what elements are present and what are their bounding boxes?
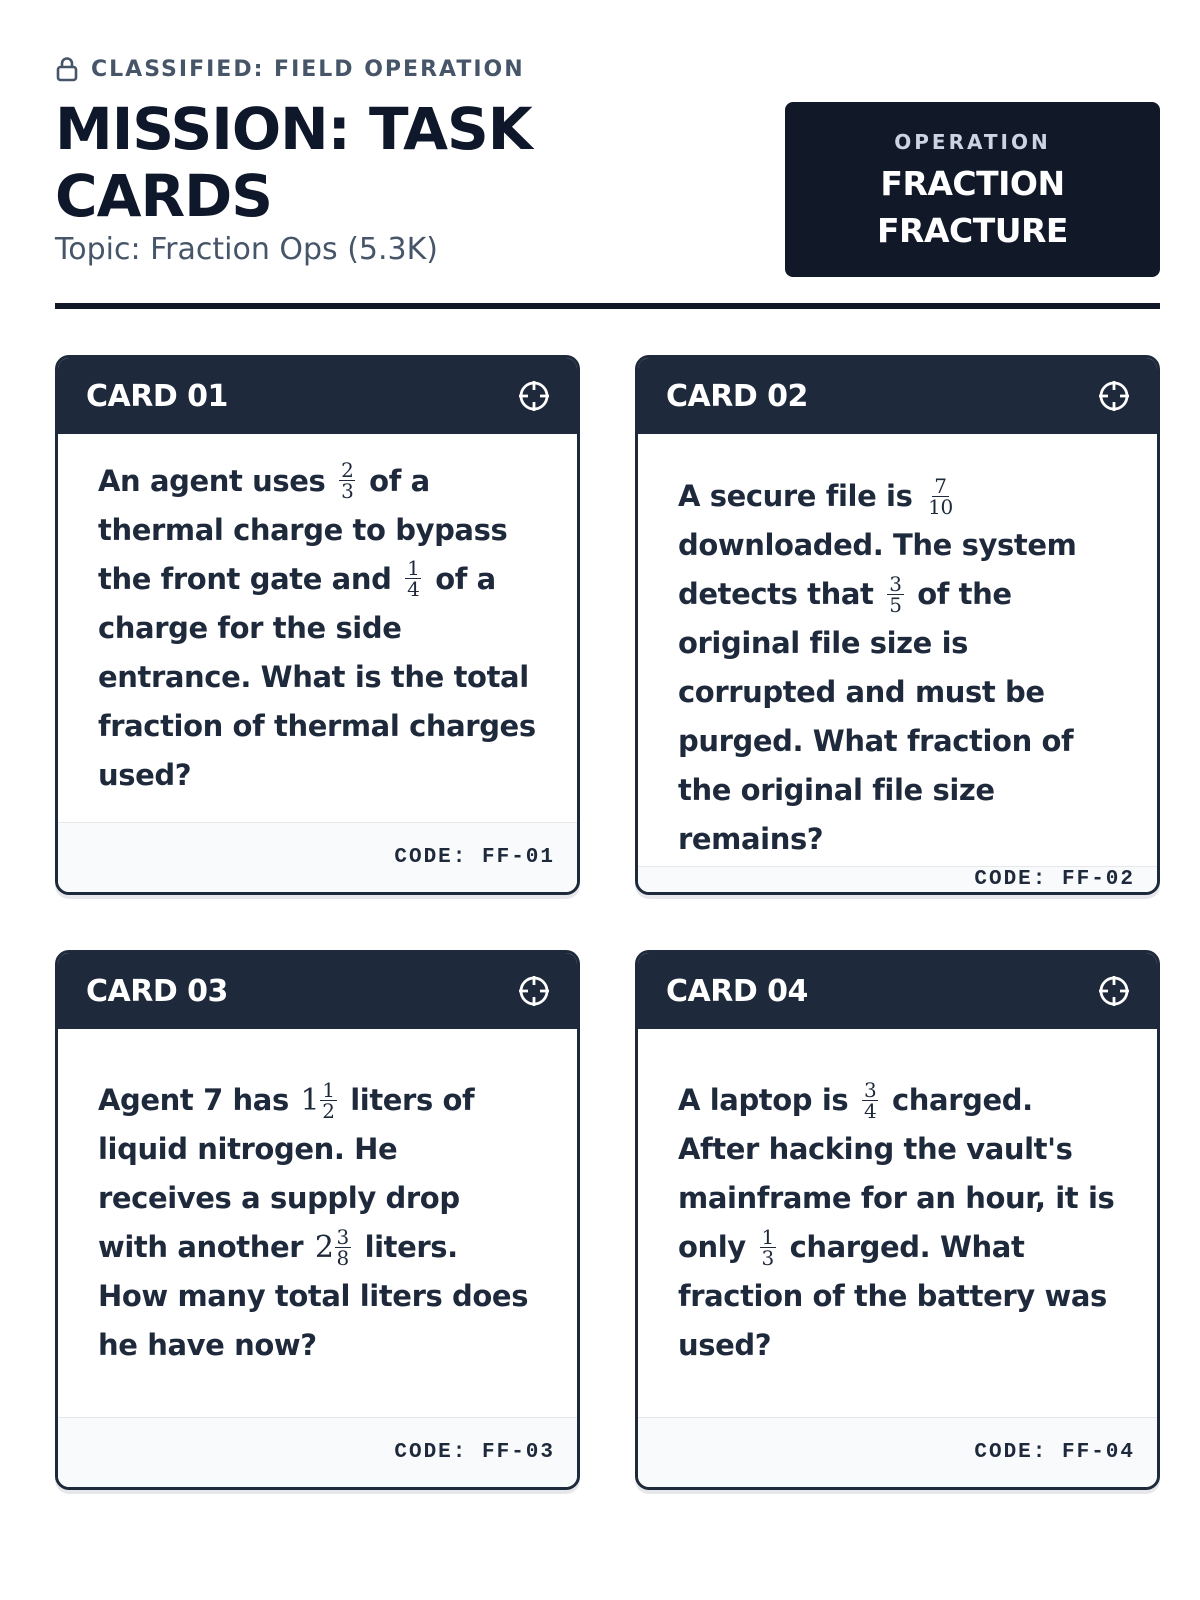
fraction-denominator: 3: [761, 1245, 774, 1270]
card-footer: [638, 866, 1157, 895]
task-card-04: [635, 950, 1160, 1490]
text-segment: downloaded. The system detects that: [678, 528, 1077, 611]
page-header: [55, 56, 1160, 306]
card-body: [58, 1029, 577, 1417]
text-segment: liters. How many total liters does he have now?: [98, 1230, 529, 1362]
text-segment: of the original file size is corrupted and must be purged. What fraction of the original file size remains?: [678, 577, 1074, 856]
lock-icon: [55, 56, 79, 82]
topic-subtitle: Topic: Fraction Ops (5.3K): [55, 232, 438, 267]
operation-name-line2: FRACTURE: [877, 211, 1068, 250]
card-header: [638, 953, 1157, 1029]
mixed-whole: 1: [300, 1083, 320, 1118]
fraction: [335, 1224, 351, 1270]
card-title: CARD 04: [666, 973, 808, 1009]
header-divider: [55, 303, 1160, 309]
fraction: [320, 1077, 336, 1123]
card-body: [58, 434, 577, 822]
card-body: [638, 434, 1157, 892]
card-title: CARD 02: [666, 378, 808, 414]
fraction-denominator: 10: [928, 494, 953, 519]
fraction-denominator: 4: [407, 577, 420, 601]
fraction-denominator: 5: [889, 592, 902, 617]
crosshair-icon: [1097, 974, 1131, 1008]
card-code: CODE: FF-01: [394, 846, 555, 869]
card-problem-text: [98, 457, 537, 800]
fraction-numerator: 3: [863, 1077, 877, 1102]
card-code: CODE: FF-03: [394, 1441, 555, 1464]
card-footer: [638, 1417, 1157, 1487]
fraction-denominator: 3: [341, 479, 354, 503]
classified-label: CLASSIFIED: FIELD OPERATION: [91, 56, 525, 82]
fraction-denominator: 8: [336, 1245, 349, 1270]
fraction-numerator: 3: [336, 1224, 349, 1249]
mixed-whole: 2: [314, 1230, 334, 1265]
operation-badge: [785, 102, 1160, 277]
mixed-number: [313, 1224, 355, 1270]
task-card-02: [635, 355, 1160, 895]
fraction: [862, 1077, 878, 1123]
fraction: [339, 460, 355, 501]
card-body: [638, 1029, 1157, 1417]
card-header: [638, 358, 1157, 434]
text-segment: liters of liquid nitrogen. He receives a supply drop with another: [98, 1083, 475, 1264]
page-title-line2: CARDS: [55, 162, 273, 230]
crosshair-icon: [517, 974, 551, 1008]
fraction-numerator: 2: [341, 458, 354, 482]
text-segment: charged. What fraction of the battery was used?: [678, 1230, 1107, 1362]
text-segment: of a charge for the side entrance. What is the total fraction of thermal charges used?: [98, 561, 536, 792]
card-problem-text: [98, 1076, 537, 1370]
crosshair-icon: [517, 379, 551, 413]
card-title: CARD 03: [86, 973, 228, 1009]
fraction-denominator: 2: [322, 1098, 335, 1123]
card-footer: [58, 1417, 577, 1487]
text-segment: Agent 7 has: [98, 1083, 289, 1117]
fraction-numerator: 3: [889, 571, 902, 596]
operation-label: OPERATION: [894, 130, 1051, 154]
card-code: CODE: FF-02: [974, 868, 1135, 891]
card-footer: [58, 822, 577, 892]
text-segment: of a thermal charge to bypass the front gate and: [98, 463, 508, 596]
fraction-denominator: 4: [863, 1098, 877, 1123]
fraction: [887, 571, 903, 617]
card-problem-text: [678, 1076, 1117, 1370]
fraction: [405, 558, 421, 599]
page-title: [55, 96, 615, 230]
task-card-01: [55, 355, 580, 895]
task-card-03: [55, 950, 580, 1490]
text-segment: An agent uses: [98, 463, 326, 498]
fraction: [926, 473, 955, 519]
card-header: [58, 953, 577, 1029]
operation-name: [785, 160, 1160, 254]
classified-banner: [55, 56, 1160, 82]
page-title-line1: MISSION: TASK: [55, 95, 532, 163]
text-segment: A secure file is: [678, 479, 913, 513]
fraction: [760, 1224, 776, 1270]
fraction-numerator: 1: [761, 1224, 774, 1249]
crosshair-icon: [1097, 379, 1131, 413]
text-segment: A laptop is: [678, 1083, 849, 1117]
fraction-numerator: 1: [407, 556, 420, 580]
fraction-numerator: 1: [322, 1077, 335, 1102]
card-header: [58, 358, 577, 434]
card-problem-text: [678, 472, 1117, 864]
card-title: CARD 01: [86, 378, 228, 414]
mixed-number: [299, 1077, 341, 1123]
operation-name-line1: FRACTION: [880, 164, 1065, 203]
text-segment: charged. After hacking the vault's mainframe for an hour, it is only: [678, 1083, 1115, 1264]
fraction-numerator: 7: [934, 473, 947, 498]
card-code: CODE: FF-04: [974, 1441, 1135, 1464]
